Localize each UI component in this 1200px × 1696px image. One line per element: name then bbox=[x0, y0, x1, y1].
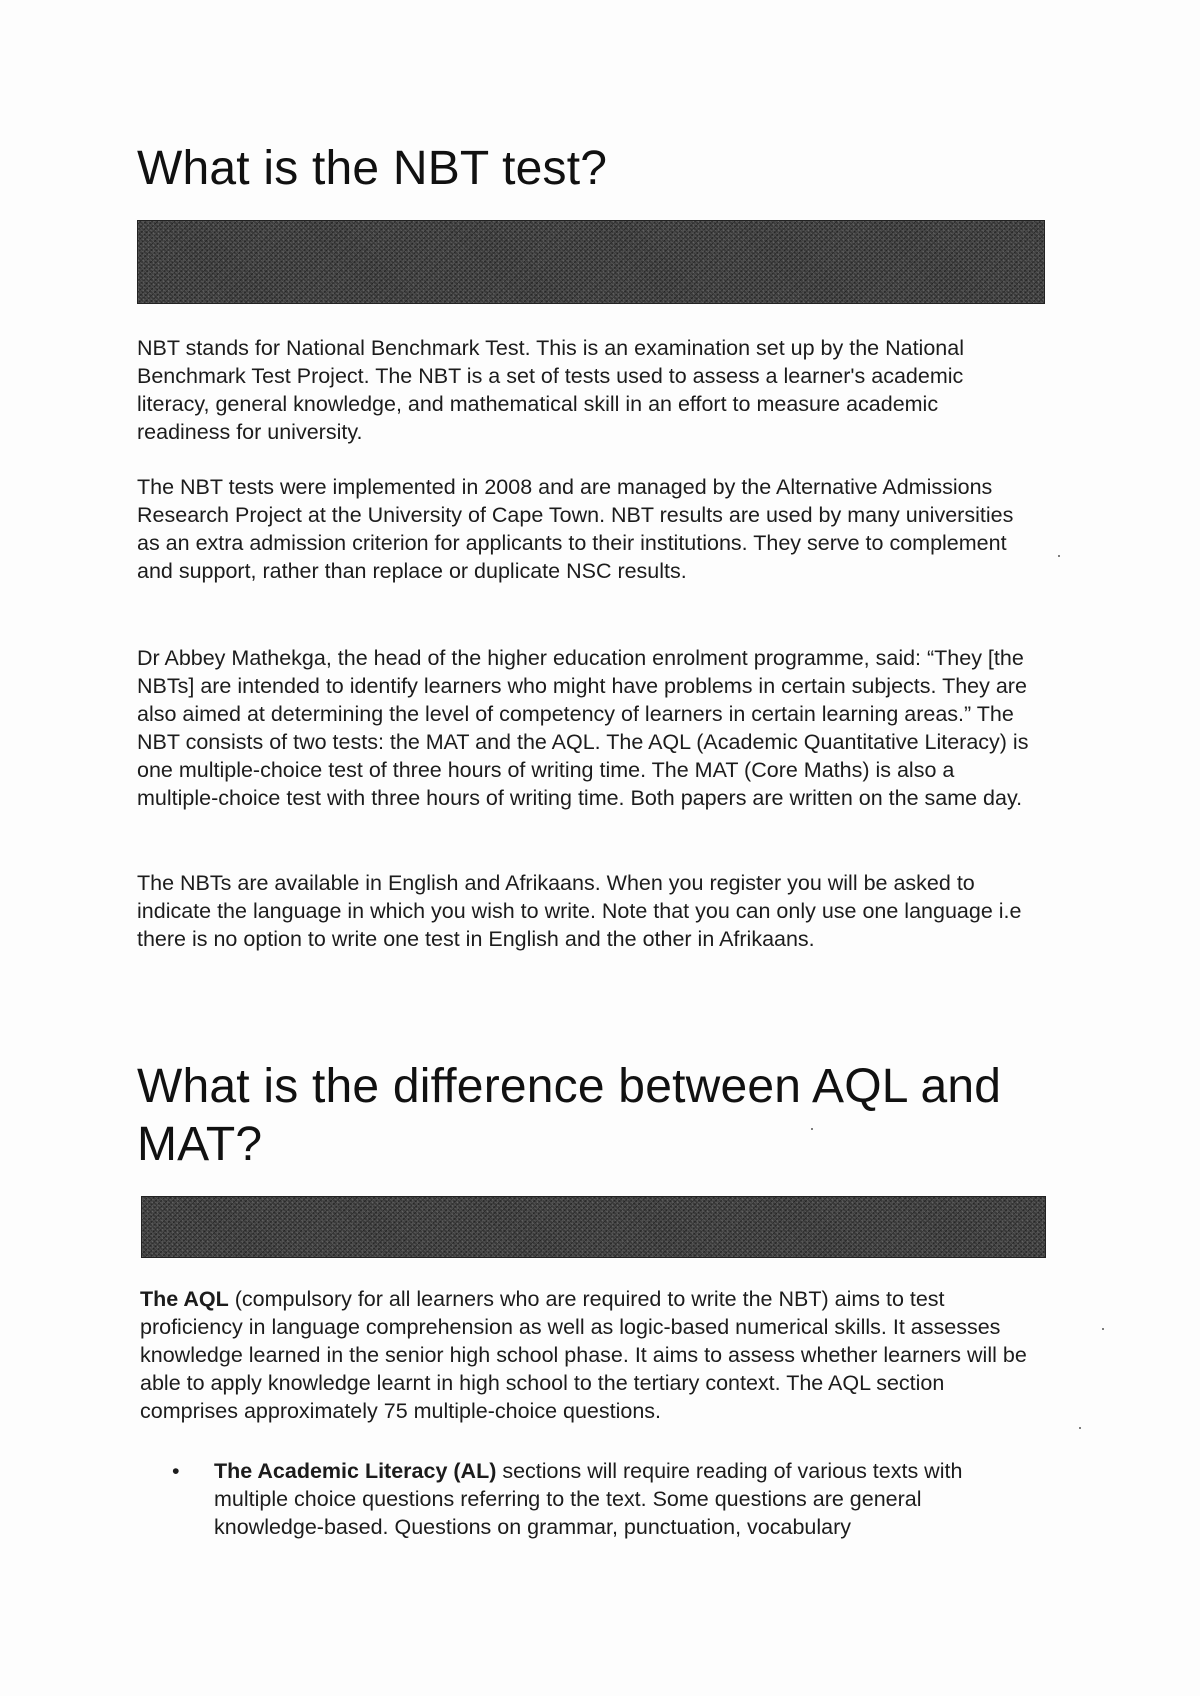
list-item-lead: The Academic Literacy (AL) bbox=[214, 1459, 497, 1483]
scanned-image-banner bbox=[137, 220, 1045, 304]
section-heading-aql-vs-mat: What is the difference between AQL and MAT? bbox=[137, 1060, 1002, 1171]
scan-speck bbox=[1079, 1427, 1081, 1429]
paragraph-quote-mathekga: Dr Abbey Mathekga, the head of the higher education enrolment programme, said: “They [the NBTs] are intended to identify learners who might have problems in certain subjects. They are also aimed at determining the level of competency of learners in certain learning areas.” The NBT consists of two tests: the MAT and the AQL. The AQL (Academic Quantitative Literacy) is one multiple-choice test of three hours of writing time. The MAT (Core Maths) is also a multiple-choice test with three hours of writing time. Both papers are written on the same day. bbox=[137, 646, 1029, 810]
bullet-icon: • bbox=[172, 1459, 180, 1483]
list-item-text: sections will require reading of various texts with multiple choice questions referring to the text. Some questions are general knowledge-based. Questions on grammar, punctuation, vocabulary bbox=[214, 1459, 963, 1539]
paragraph-aql-description bbox=[140, 1285, 1040, 1425]
aql-sections-list bbox=[170, 1457, 1030, 1541]
aql-lead-bold: The AQL bbox=[140, 1287, 229, 1311]
paragraph-nbt-history: The NBT tests were implemented in 2008 and are managed by the Alternative Admissions Research Project at the University of Cape Town. NBT results are used by many universities as an extra admission criterion for applicants to their institutions. They serve to complement and support, rather than replace or duplicate NSC results. bbox=[137, 475, 1014, 583]
section-heading-nbt: What is the NBT test? bbox=[137, 142, 608, 195]
paragraph-languages: The NBTs are available in English and Afrikaans. When you register you will be asked to indicate the language in which you wish to write. Note that you can only use one language i.e there is no option to write one test in English and the other in Afrikaans. bbox=[137, 871, 1022, 951]
paragraph-nbt-definition: NBT stands for National Benchmark Test. This is an examination set up by the National Benchmark Test Project. The NBT is a set of tests used to assess a learner's academic literacy, general knowledge, and mathematical skill in an effort to measure academic readiness for university. bbox=[137, 336, 964, 444]
scan-speck bbox=[811, 1128, 813, 1130]
scanned-image-banner bbox=[141, 1196, 1046, 1258]
list-item bbox=[170, 1457, 1030, 1541]
scan-speck bbox=[1058, 555, 1060, 557]
scan-speck bbox=[1102, 1328, 1104, 1330]
aql-description-text: (compulsory for all learners who are required to write the NBT) aims to test proficiency in language comprehension as well as logic-based numerical skills. It assesses knowledge learned in the senior high school phase. It aims to assess whether learners will be able to apply knowledge learnt in high school to the tertiary context. The AQL section comprises approximately 75 multiple-choice questions. bbox=[140, 1287, 1027, 1423]
